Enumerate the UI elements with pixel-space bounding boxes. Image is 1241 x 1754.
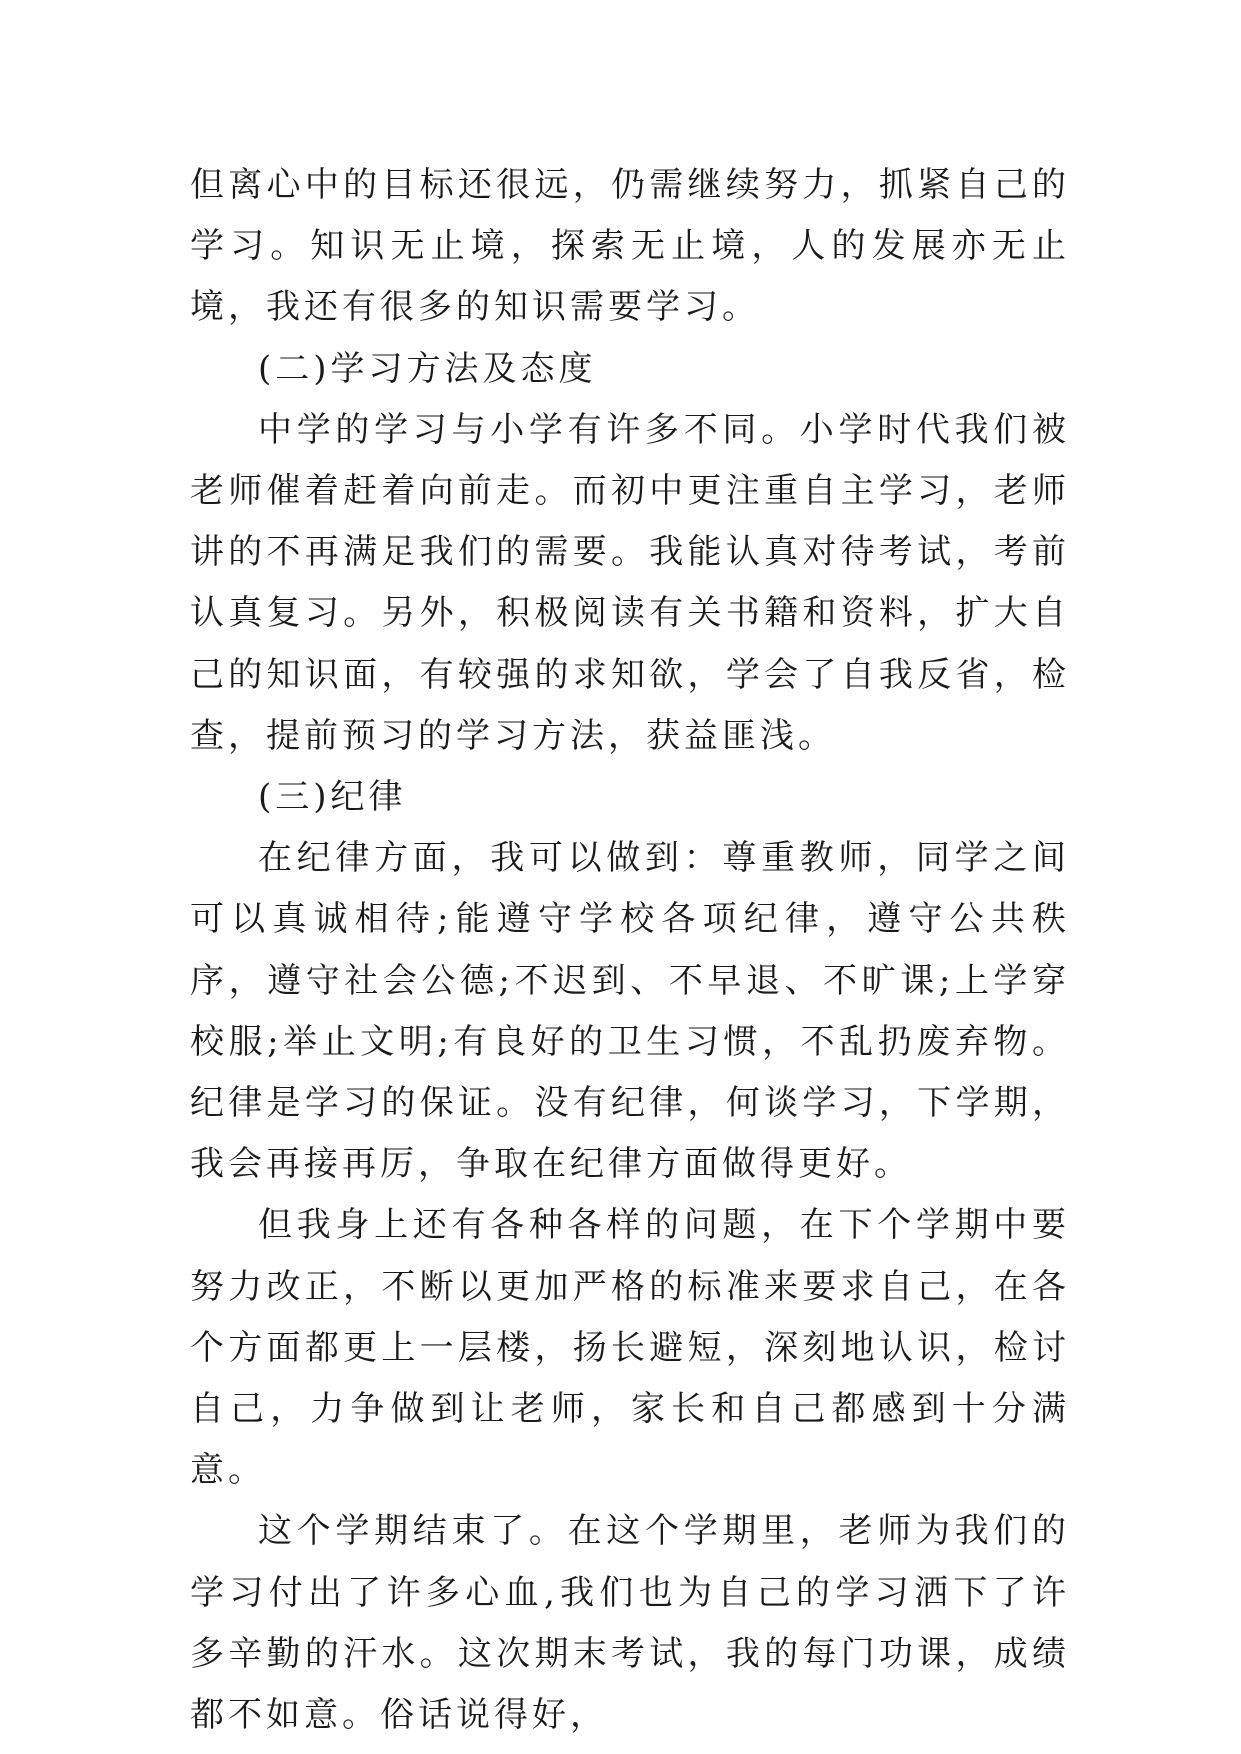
paragraph-discipline: 在纪律方面，我可以做到：尊重教师，同学之间可以真诚相待;能遵守学校各项纪律，遵守公共秩序，遵守社会公德;不迟到、不早退、不旷课;上学穿校服;举止文明;有良好的卫生习惯，不乱扔废弃物。纪律是学习的保证。没有纪律，何谈学习，下学期，我会再接再厉，争取在纪律方面做得更好。: [190, 838, 1070, 1185]
paragraph-study-methods: 中学的学习与小学有许多不同。小学时代我们被老师催着赶着向前走。而初中更注重自主学习，老师讲的不再满足我们的需要。我能认真对待考试，考前认真复习。另外，积极阅读有关书籍和资料，扩大自己的知识面，有较强的求知欲，学会了自我反省，检查，提前预习的学习方法，获益匪浅。: [190, 409, 1070, 756]
paragraph-continued-goals: 但离心中的目标还很远，仍需继续努力，抓紧自己的学习。知识无止境，探索无止境，人的发展亦无止境，我还有很多的知识需要学习。: [190, 165, 1070, 328]
document-body: [190, 155, 1070, 1746]
paragraph-problems: 但我身上还有各种各样的问题，在下个学期中要努力改正，不断以更加严格的标准来要求自己，在各个方面都更上一层楼，扬长避短，深刻地认识，检讨自己，力争做到让老师，家长和自己都感到十分满意。: [190, 1205, 1070, 1491]
paragraph-semester-end: 这个学期结束了。在这个学期里，老师为我们的学习付出了许多心血,我们也为自己的学习洒下了许多辛勤的汗水。这次期末考试，我的每门功课，成绩都不如意。俗话说得好，: [190, 1511, 1070, 1736]
section-heading-study-methods: (二)学习方法及态度: [258, 348, 597, 389]
section-heading-discipline: (三)纪律: [258, 777, 407, 818]
